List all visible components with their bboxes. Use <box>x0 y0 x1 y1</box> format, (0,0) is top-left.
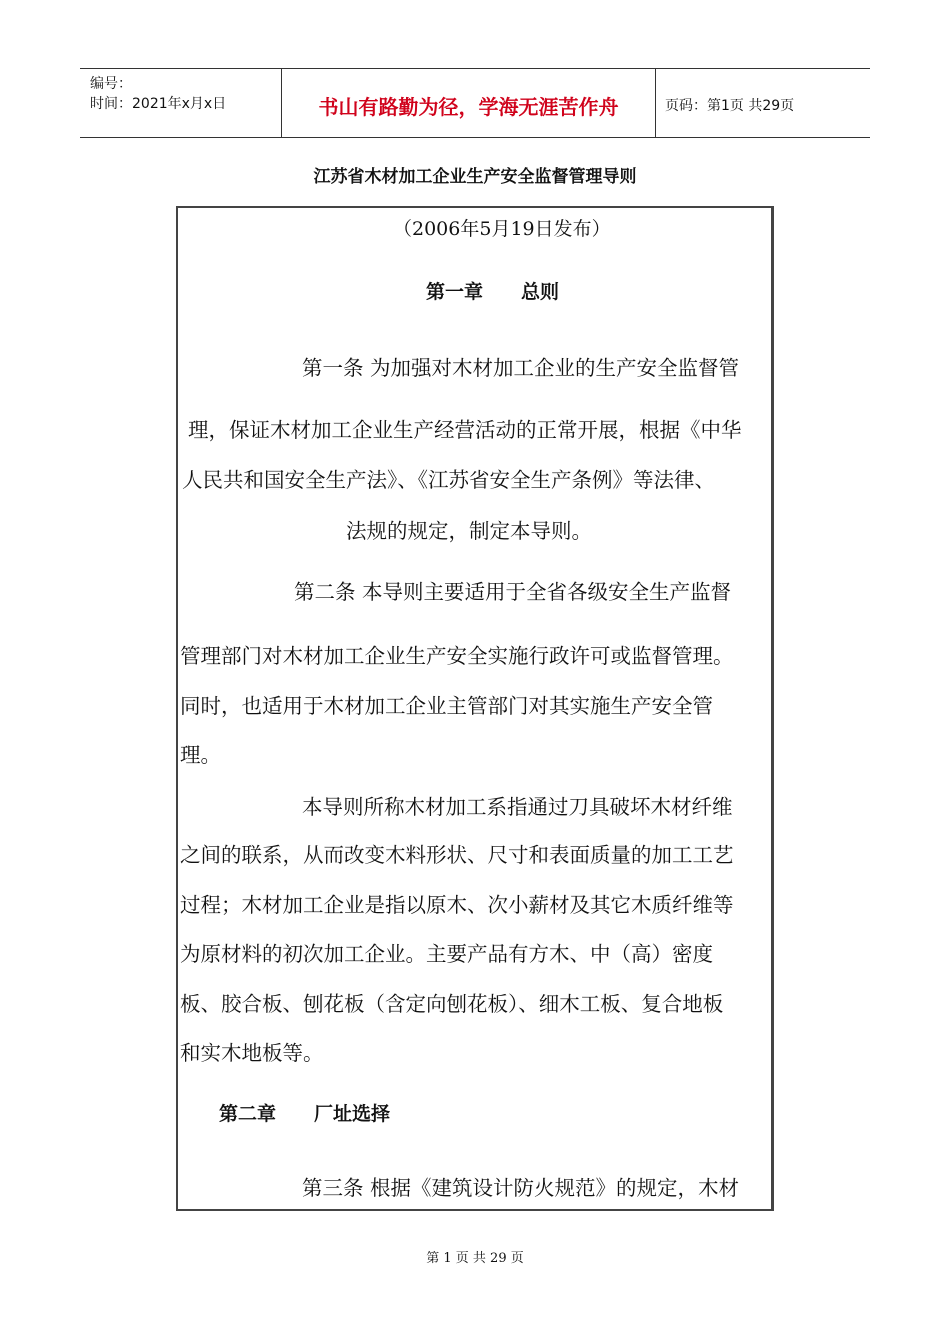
page-footer: 第 1 页 共 29 页 <box>426 1251 524 1266</box>
content-frame <box>176 206 774 1211</box>
article-1-line-3: 人民共和国安全生产法》、《江苏省安全生产条例》等法律、 <box>182 468 715 492</box>
article-2-line-1: 第二条 本导则主要适用于全省各级安全生产监督 <box>294 580 732 604</box>
article-3-line-1: 第三条 根据《建筑设计防火规范》的规定，木材 <box>302 1176 740 1200</box>
definition-line-1: 本导则所称木材加工系指通过刀具破坏木材纤维 <box>302 795 733 819</box>
time-label: 时间：2021年x月x日 <box>90 96 227 112</box>
article-2-line-2: 管理部门对木材加工企业生产安全实施行政许可或监督管理。 <box>180 644 734 668</box>
definition-line-2: 之间的联系，从而改变木料形状、尺寸和表面质量的加工工艺 <box>180 843 734 867</box>
article-2-line-4: 理。 <box>180 743 221 767</box>
motto-text: 书山有路勤为径，学海无涯苦作舟 <box>318 95 619 119</box>
header-motto-cell <box>281 69 656 137</box>
definition-line-4: 为原材料的初次加工企业。主要产品有方木、中（高）密度 <box>180 942 713 966</box>
article-2-line-3: 同时，也适用于木材加工企业主管部门对其实施生产安全管 <box>180 694 713 718</box>
chapter-1-heading: 第一章 总则 <box>426 281 560 303</box>
header-page-cell <box>655 69 870 137</box>
header-meta-cell <box>80 69 281 137</box>
chapter-2-heading: 第二章 厂址选择 <box>219 1103 391 1125</box>
article-1-line-4: 法规的规定，制定本导则。 <box>346 519 592 543</box>
page-info: 页码：第1页 共29页 <box>665 98 795 114</box>
article-1-line-1: 第一条 为加强对木材加工企业的生产安全监督管 <box>302 356 740 380</box>
article-1-line-2: 理，保证木材加工企业生产经营活动的正常开展，根据《中华 <box>188 418 742 442</box>
number-label: 编号： <box>90 76 132 92</box>
definition-line-3: 过程；木材加工企业是指以原木、次小薪材及其它木质纤维等 <box>180 893 734 917</box>
document-title: 江苏省木材加工企业生产安全监督管理导则 <box>313 167 637 187</box>
definition-line-6: 和实木地板等。 <box>180 1041 324 1065</box>
date-line: （2006年5月19日发布） <box>393 218 611 240</box>
definition-line-5: 板、胶合板、刨花板（含定向刨花板）、细木工板、复合地板 <box>180 992 724 1016</box>
header-table <box>80 68 870 138</box>
